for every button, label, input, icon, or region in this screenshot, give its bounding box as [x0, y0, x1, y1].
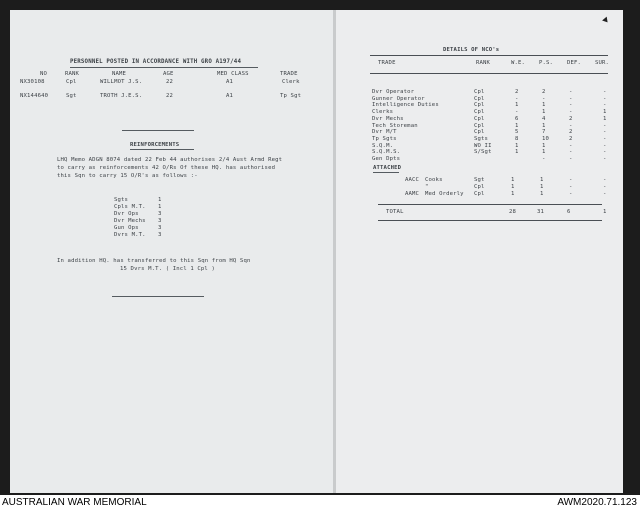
nco-row-rank: Sgts	[474, 135, 489, 142]
nco-row-rank: S/Sgt	[474, 149, 492, 156]
nco-rule-header	[370, 73, 608, 74]
nco-row-trade: Intelligence Duties	[372, 102, 439, 109]
footer-reference: AWM2020.71.123	[557, 497, 637, 508]
nco-row-rank: Cpl	[474, 109, 485, 116]
nco-row-sur: -	[603, 95, 607, 102]
nco-row-rank: Cpl	[474, 129, 485, 136]
nco-row-ps: 1	[542, 149, 546, 156]
row1-no: NX30108	[20, 79, 45, 85]
nco-heading: DETAILS OF NCO's	[443, 47, 500, 53]
attached-row-we: 1	[511, 177, 515, 183]
nco-row-trade: Gen Dpts	[372, 156, 401, 162]
nco-row-we: -	[515, 109, 519, 116]
nco-row-sur: 1	[603, 109, 607, 116]
nco-row-we: 1	[515, 122, 519, 129]
nco-row-ps: 1	[542, 142, 546, 149]
col-name: NAME	[112, 71, 127, 77]
nco-row-trade: Tech Storeman	[372, 122, 418, 129]
item-sgts-label: Sgts	[114, 197, 129, 203]
item-gun-ops-value: 3	[158, 225, 162, 231]
nco-row-rank: Cpl	[474, 122, 485, 129]
nco-row-ps: -	[542, 156, 546, 162]
attached-row-trade: "	[425, 184, 429, 190]
nco-row-trade: S.Q.M.S.	[372, 149, 401, 156]
row2-no: NX144640	[20, 93, 49, 99]
item-sgts-value: 1	[158, 197, 162, 203]
total-label: TOTAL	[386, 209, 404, 215]
nco-row-def: -	[569, 95, 573, 102]
nco-row-sur: -	[603, 142, 607, 149]
attached-row-ps: 1	[540, 177, 544, 183]
footer-institution: AUSTRALIAN WAR MEMORIAL	[2, 497, 147, 508]
total-sur: 1	[603, 209, 607, 215]
nco-row-rank: Cpl	[474, 115, 485, 122]
nco-row-rank: Cpl	[474, 102, 485, 109]
nco-row-ps: 1	[542, 109, 546, 116]
col-ps: P.S.	[539, 60, 554, 66]
nco-rule-top	[370, 55, 608, 56]
col-def: DEF.	[567, 60, 582, 66]
nco-row-def: -	[569, 122, 573, 129]
attached-row-sur: -	[603, 191, 607, 197]
attached-row-sur: -	[603, 184, 607, 190]
total-def: 6	[567, 209, 571, 215]
nco-row-def: -	[569, 149, 573, 156]
item-dvr-mechs-value: 3	[158, 218, 162, 224]
nco-row-def: -	[569, 89, 573, 95]
col-trade: TRADE	[280, 71, 298, 77]
nco-row-we: 6	[515, 115, 519, 122]
nco-row-we: 1	[515, 102, 519, 109]
nco-row-trade: Clerks	[372, 109, 394, 116]
attached-row-trade: Med Orderly	[425, 191, 464, 197]
nco-row-rank: Cpl	[474, 89, 485, 95]
nco-row-ps: -	[542, 95, 546, 102]
col-trade-r: TRADE	[378, 60, 396, 66]
nco-row-sur: -	[603, 122, 607, 129]
nco-row-trade: Gunner Operator	[372, 95, 425, 102]
total-rule-top	[378, 204, 602, 205]
posted-heading: PERSONNEL POSTED IN ACCORDANCE WITH GRO A197/44	[70, 59, 242, 65]
col-med-class: MED CLASS	[217, 71, 249, 77]
reinforcements-heading: REINFORCEMENTS	[130, 142, 180, 148]
row2-name: TROTH J.E.S.	[100, 93, 143, 99]
reinf-rule-top	[122, 130, 194, 131]
total-ps: 31	[537, 209, 545, 215]
nco-row-ps: 1	[542, 102, 546, 109]
attached-row-sur: -	[603, 177, 607, 183]
nco-row-ps: 1	[542, 122, 546, 129]
addition-line-1: In addition HQ. has transferred to this Sqn from HQ Sqn	[57, 258, 251, 264]
col-rank-r: RANK	[476, 60, 491, 66]
item-dvr-mechs-label: Dvr Mechs	[114, 218, 146, 224]
col-rank: RANK	[65, 71, 80, 77]
row1-age: 22	[166, 79, 174, 85]
col-no: NO	[40, 71, 48, 77]
nco-row-rank: WO II	[474, 142, 492, 149]
item-cpls-value: 1	[158, 204, 162, 210]
nco-row-sur: 1	[603, 115, 607, 122]
nco-row-trade: Tp Sgts	[372, 135, 397, 142]
nco-row-trade: Dvr Mechs	[372, 115, 404, 122]
row2-age: 22	[166, 93, 174, 99]
attached-row-def: -	[569, 177, 573, 183]
attached-underline	[373, 172, 399, 173]
nco-row-def: 2	[569, 135, 573, 142]
col-we: W.E.	[511, 60, 526, 66]
nco-row-def: -	[569, 142, 573, 149]
item-gun-ops-label: Gun Ops	[114, 225, 139, 231]
attached-row-rank: Cpl	[474, 184, 485, 190]
attached-row-we: 1	[511, 184, 515, 190]
attached-row-rank: Cpl	[474, 191, 485, 197]
row1-trade: Clerk	[282, 79, 300, 85]
attached-label: ATTACHED	[373, 165, 402, 171]
nco-row-trade: Dvr Operator	[372, 89, 415, 95]
nco-row-we: 1	[515, 149, 519, 156]
nco-row-we: -	[515, 95, 519, 102]
row1-name: WILLMOT J.S.	[100, 79, 143, 85]
nco-row-trade: Dvr M/T	[372, 129, 397, 136]
total-we: 28	[509, 209, 517, 215]
nco-row-ps: 7	[542, 129, 546, 136]
memo-line-1: LHQ Memo ADGN 8074 dated 22 Feb 44 authorises 2/4 Aust Armd Regt	[57, 157, 283, 163]
item-dvrs-mt-value: 3	[158, 232, 162, 238]
reinf-heading-underline	[130, 149, 194, 150]
nco-row-ps: 4	[542, 115, 546, 122]
nco-row-sur: -	[603, 129, 607, 136]
nco-row-sur: -	[603, 135, 607, 142]
memo-line-3: this Sqn to carry 15 O/R's as follows :-	[57, 173, 198, 179]
attached-row-trade: Cooks	[425, 177, 443, 183]
attached-row-ps: 1	[540, 191, 544, 197]
row2-rank: Sgt	[66, 93, 77, 99]
attached-row-unit: AACC	[405, 177, 420, 183]
memo-line-2: to carry as reinforcements 42 O/Rs Of these HQ. has authorised	[57, 165, 276, 171]
item-cpls-label: Cpls M.T.	[114, 204, 146, 210]
attached-row-ps: 1	[540, 184, 544, 190]
nco-row-ps: 10	[542, 135, 550, 142]
row2-med: A1	[226, 93, 234, 99]
attached-row-rank: Sgt	[474, 177, 485, 183]
item-dvrs-mt-label: Dvrs M.T.	[114, 232, 146, 238]
attached-row-def: -	[569, 191, 573, 197]
posted-heading-underline	[70, 67, 258, 68]
nco-row-we: 8	[515, 135, 519, 142]
row2-trade: Tp Sgt	[280, 93, 302, 99]
col-sur: SUR.	[595, 60, 610, 66]
nco-row-trade: S.Q.M.	[372, 142, 394, 149]
closing-rule	[112, 296, 204, 297]
attached-row-we: 1	[511, 191, 515, 197]
item-dvr-ops-value: 3	[158, 211, 162, 217]
page-fold	[333, 10, 336, 493]
col-age: AGE	[163, 71, 174, 77]
row1-med: A1	[226, 79, 234, 85]
nco-row-sur: -	[603, 149, 607, 156]
attached-row-def: -	[569, 184, 573, 190]
right-page	[335, 10, 623, 493]
nco-row-def: -	[569, 109, 573, 116]
nco-row-ps: 2	[542, 89, 546, 95]
nco-row-we: 5	[515, 129, 519, 136]
nco-row-rank: Cpl	[474, 95, 485, 102]
nco-row-def: 2	[569, 129, 573, 136]
nco-row-sur: -	[603, 102, 607, 109]
addition-line-2: 15 Dvrs M.T. ( Incl 1 Cpl )	[120, 266, 215, 272]
item-dvr-ops-label: Dvr Ops	[114, 211, 139, 217]
total-rule-bottom	[378, 220, 602, 221]
nco-row-sur: -	[603, 89, 607, 95]
nco-row-def: 2	[569, 115, 573, 122]
nco-row-def: -	[569, 102, 573, 109]
row1-rank: Cpl	[66, 79, 77, 85]
nco-row-we: 2	[515, 89, 519, 95]
attached-row-unit: AAMC	[405, 191, 420, 197]
nco-row-we: 1	[515, 142, 519, 149]
nco-row-def: -	[569, 156, 573, 162]
nco-row-sur: -	[603, 156, 607, 162]
